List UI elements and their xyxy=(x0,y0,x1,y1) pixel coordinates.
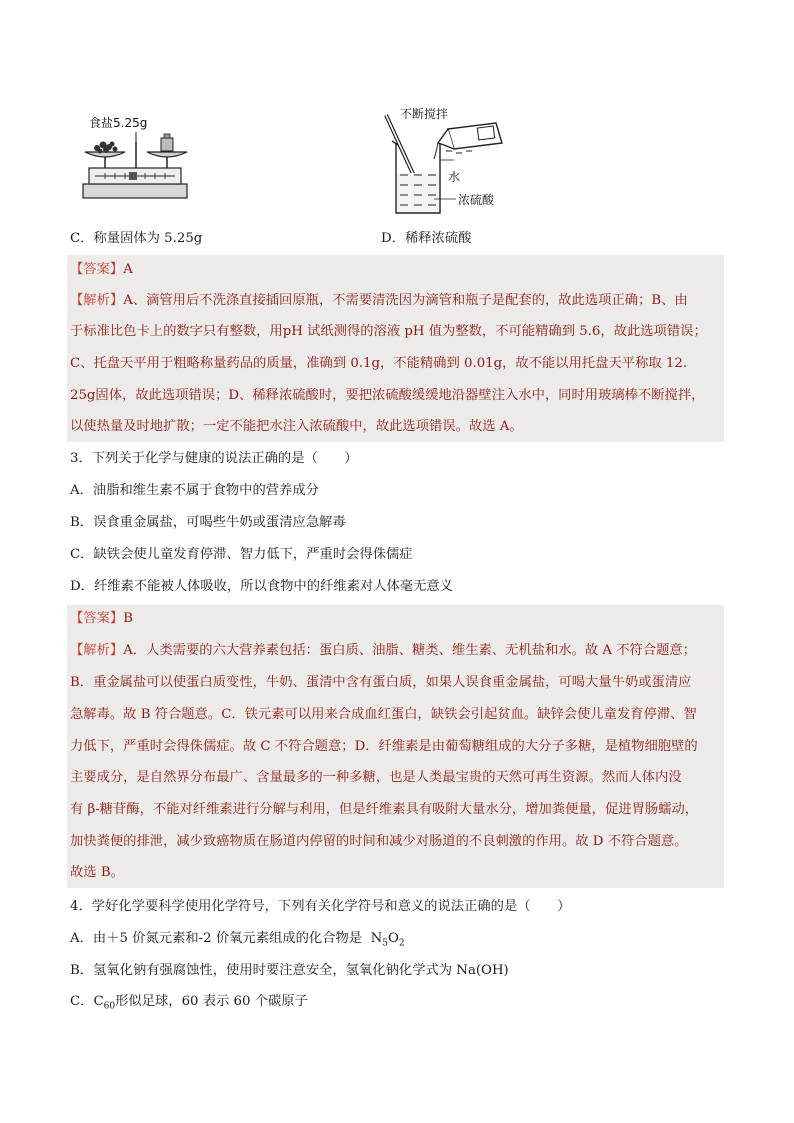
explain-2-line-4: 以使热量及时地扩散；一定不能把水注入浓硫酸中，故此选项错误。故选 A。 xyxy=(70,419,523,434)
explain-3-line-7: 故选 B。 xyxy=(70,865,124,880)
q4-option-c-sub: 60 xyxy=(103,1001,116,1012)
balance-label: 食盐5.25g xyxy=(89,116,148,130)
explain-text: A．人类需要的六大营养素包括：蛋白质、油脂、糖类、维生素、无机盐和水。故 A 不符合题意； xyxy=(123,643,697,658)
answer-label: 【答案】 xyxy=(70,611,124,626)
dilution-figure xyxy=(378,105,528,220)
answer-value: B xyxy=(123,611,133,626)
explain-3-line-2: 急解毒。故 B 符合题意。C．铁元素可以用来合成血红蛋白，缺铁会引起贫血。缺锌会使儿童发育停滞、智 xyxy=(70,707,697,722)
dilution-water-label: 水 xyxy=(448,170,461,184)
explain-3-line-3: 力低下，严重时会得侏儒症。故 C 不符合题意；D．纤维素是由葡萄糖组成的大分子多糖，是植物细胞壁的 xyxy=(70,739,698,754)
explain-2-line-3: 25g固体，故此选项错误；D、稀释浓硫酸时，要把浓硫酸缓缓地沿器壁注入水中，同时用玻璃棒不断搅拌， xyxy=(70,388,705,403)
q3-stem: 3．下列关于化学与健康的说法正确的是（ ） xyxy=(70,451,358,466)
answer-label: 【答案】 xyxy=(70,262,124,277)
explain-label: 【解析】 xyxy=(70,293,124,308)
q3-option-d: D．纤维素不能被人体吸收，所以食物中的纤维素对人体毫无意义 xyxy=(70,579,453,594)
dilution-stir-label: 不断搅拌 xyxy=(400,107,449,121)
q2-option-c: C．称量固体为 5.25g xyxy=(70,231,203,246)
explain-3-line-5: 有 β-糖苷酶，不能对纤维素进行分解与利用，但是纤维素具有吸附大量水分，增加粪便量，促进胃肠蠕动， xyxy=(70,802,699,817)
q2-option-d: D．稀释浓硫酸 xyxy=(381,231,472,246)
answer-3-row xyxy=(70,609,133,629)
explain-3-line-0 xyxy=(70,641,696,661)
balance-drawing xyxy=(75,112,195,210)
q3-option-a: A．油脂和维生素不属于食物中的营养成分 xyxy=(70,483,319,498)
answer-2-row xyxy=(70,260,133,280)
answer-value: A xyxy=(123,262,133,277)
q4-option-c-rest: 形似足球，60 表示 60 个碳原子 xyxy=(115,994,308,1009)
q4-option-b: B．氢氧化钠有强腐蚀性，使用时要注意安全，氢氧化钠化学式为 Na(OH) xyxy=(70,963,509,978)
dilution-acid-label: 浓硫酸 xyxy=(458,193,495,207)
q4-option-a xyxy=(70,929,405,954)
explain-2-line-2: C、托盘天平用于粗略称量药品的质量，准确到 0.1g，不能精确到 0.01g，故不能以用托盘天平称取 12. xyxy=(70,356,688,371)
q4-option-a-formula: $N_5O_2$ xyxy=(370,931,405,949)
balance-figure xyxy=(75,112,195,210)
explain-2-line-1: 于标准比色卡上的数字只有整数，用pH 试纸测得的溶液 pH 值为整数，不可能精确到 5.6，故此选项错误； xyxy=(70,324,707,339)
explain-3-line-4: 主要成分，是自然界分布最广、含量最多的一种多糖，也是人类最宝贵的天然可再生资源。然而人体内没 xyxy=(70,770,682,785)
q4-option-c-prefix: C．C xyxy=(70,994,104,1009)
explain-3-line-6: 加快粪便的排泄，减少致癌物质在肠道内停留的时间和减少对肠道的不良刺激的作用。故 D 不符合题意。 xyxy=(70,834,688,849)
explain-3-line-1: B．重金属盐可以使蛋白质变性，牛奶、蛋清中含有蛋白质，如果人误食重金属盐，可喝大量牛奶或蛋清应 xyxy=(70,675,692,690)
explain-text: A、滴管用后不洗涤直接插回原瓶，不需要清洗因为滴管和瓶子是配套的，故此选项正确；B、由 xyxy=(123,293,688,308)
q4-stem: 4．学好化学要科学使用化学符号，下列有关化学符号和意义的说法正确的是（ ） xyxy=(70,899,571,914)
q4-option-c xyxy=(70,992,308,1017)
q4-option-a-text: A．由＋5 价氮元素和-2 价氧元素组成的化合物是 xyxy=(70,931,363,946)
q3-option-c: C．缺铁会使儿童发育停滞、智力低下，严重时会得侏儒症 xyxy=(70,547,413,562)
explain-2-line-0 xyxy=(70,291,688,311)
explain-label: 【解析】 xyxy=(70,643,124,658)
answer-box-2 xyxy=(67,255,724,442)
dilution-drawing xyxy=(378,105,528,220)
q3-option-b: B．误食重金属盐，可喝些牛奶或蛋清应急解毒 xyxy=(70,515,346,530)
